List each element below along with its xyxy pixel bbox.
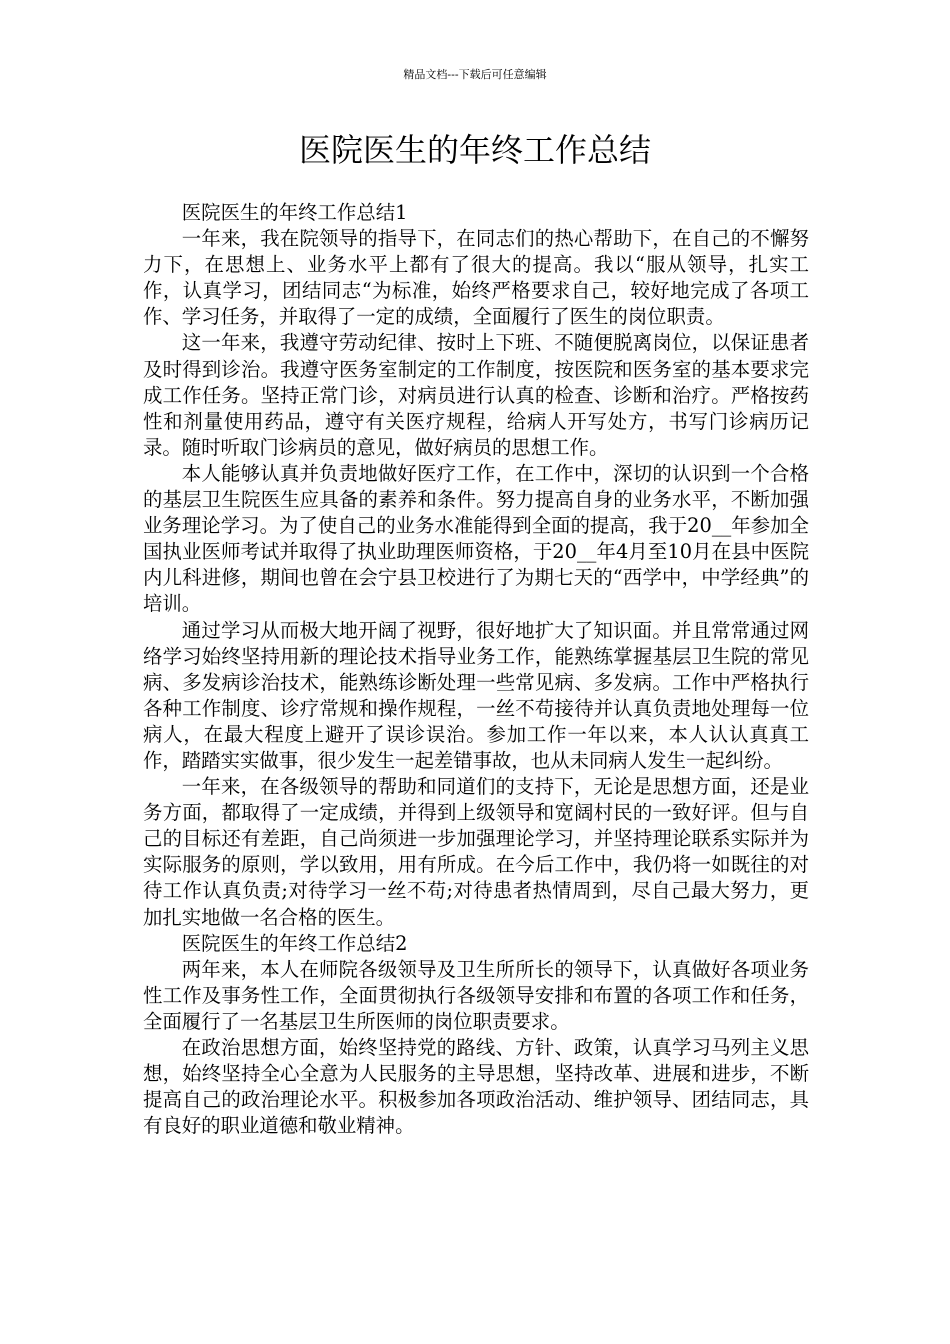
document-body [143,200,809,1139]
paragraph: 两年来，本人在师院各级领导及卫生所所长的领导下，认真做好各项业务性工作及事务性工作，全面贯彻执行各级领导安排和布置的各项工作和任务，全面履行了一名基层卫生所医师的岗位职责要求。 [143,957,809,1033]
paragraph: 在政治思想方面，始终坚持党的路线、方针、政策，认真学习马列主义思想，始终坚持全心全意为人民服务的主导思想，坚持改革、进展和进步，不断提高自己的政治理论水平。积极参加各项政治活动、维护领导、团结同志，具有良好的职业道德和敬业精神。 [143,1036,809,1138]
paragraph: 一年来，在各级领导的帮助和同道们的支持下，无论是思想方面，还是业务方面，都取得了一定成绩，并得到上级领导和宽阔村民的一致好评。但与自己的目标还有差距，自己尚须进一步加强理论学习，并坚持理论联系实际并为实际服务的原则，学以致用，用有所成。在今后工作中，我仍将一如既往的对待工作认真负责;对待学习一丝不苟;对待患者热情周到，尽自己最大努力，更加扎实地做一名合格的医生。 [143,775,809,929]
paragraph: 这一年来，我遵守劳动纪律、按时上下班、不随便脱离岗位，以保证患者及时得到诊治。我遵守医务室制定的工作制度，按医院和医务室的基本要求完成工作任务。坚持正常门诊，对病员进行认真的检查、诊断和治疗。严格按药性和剂量使用药品，遵守有关医疗规程，给病人开写处方，书写门诊病历记录。随时听取门诊病员的意见，做好病员的思想工作。 [143,331,809,459]
header-note: 精品文档---下载后可任意编辑 [403,68,547,81]
paragraph: 通过学习从而极大地开阔了视野，很好地扩大了知识面。并且常常通过网络学习始终坚持用新的理论技术指导业务工作，能熟练掌握基层卫生院的常见病、多发病诊治技术，能熟练诊断处理一些常见病、多发病。工作中严格执行各种工作制度、诊疗常规和操作规程，一丝不苟接待并认真负责地处理每一位病人，在最大程度上避开了误诊误治。参加工作一年以来，本人认认真真工作，踏踏实实做事，很少发生一起差错事故，也从未同病人发生一起纠纷。 [143,618,809,772]
section-heading: 医院医生的年终工作总结2 [181,931,408,955]
document-title: 医院医生的年终工作总结 [298,131,651,169]
paragraph: 本人能够认真并负责地做好医疗工作，在工作中，深切的认识到一个合格的基层卫生院医生应具备的素养和条件。努力提高自身的业务水平，不断加强业务理论学习。为了使自己的业务水准能得到全面的提高，我于20__年参加全国执业医师考试并取得了执业助理医师资格，于20__年4月至10月在县中医院内儿科进修，期间也曾在会宁县卫校进行了为期七天的“西学中，中学经典”的培训。 [143,461,809,616]
section-heading: 医院医生的年终工作总结1 [181,201,408,224]
paragraph: 一年来，我在院领导的指导下，在同志们的热心帮助下，在自己的不懈努力下，在思想上、业务水平上都有了很大的提高。我以“服从领导，扎实工作，认真学习，团结同志“为标准，始终严格要求自己，较好地完成了各项工作、学习任务，并取得了一定的成绩，全面履行了医生的岗位职责。 [143,227,809,329]
